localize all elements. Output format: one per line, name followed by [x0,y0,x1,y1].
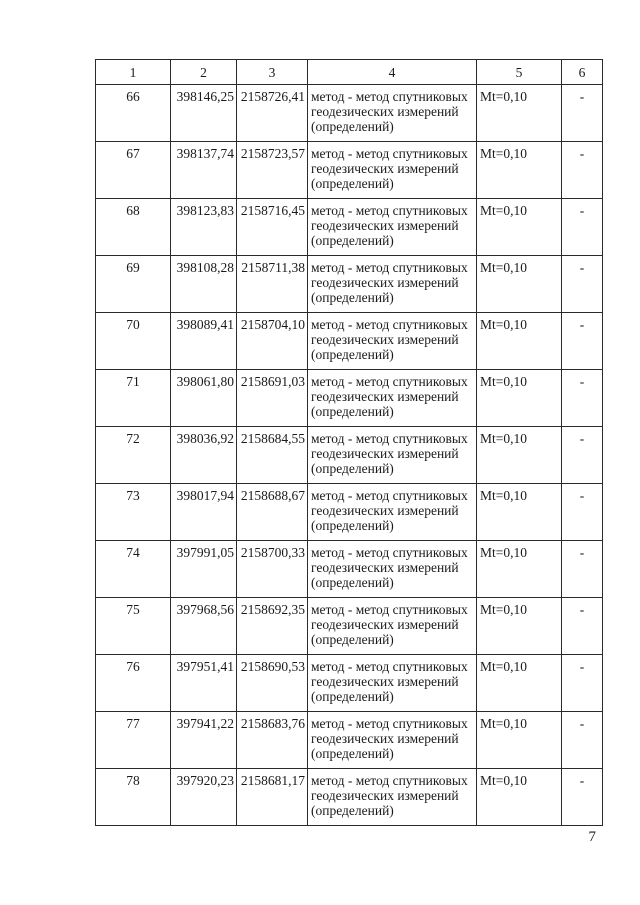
y-coordinate-cell: 2158684,55 [237,427,308,484]
header-col-4: 4 [308,60,477,85]
y-coordinate-cell: 2158683,76 [237,712,308,769]
x-coordinate-cell: 398061,80 [171,370,237,427]
point-number-cell: 76 [96,655,171,712]
x-coordinate-cell: 397920,23 [171,769,237,826]
description-cell: - [562,712,603,769]
y-coordinate-cell: 2158711,38 [237,256,308,313]
point-number-cell: 78 [96,769,171,826]
point-number-cell: 66 [96,85,171,142]
method-cell: метод - метод спутниковых геодезических измерений (определений) [308,199,477,256]
description-cell: - [562,769,603,826]
table-row [96,769,603,826]
method-cell: метод - метод спутниковых геодезических измерений (определений) [308,769,477,826]
x-coordinate-cell: 398089,41 [171,313,237,370]
header-col-3: 3 [237,60,308,85]
table-row [96,313,603,370]
table-row [96,142,603,199]
accuracy-cell: Mt=0,10 [477,313,562,370]
accuracy-cell: Mt=0,10 [477,427,562,484]
accuracy-cell: Mt=0,10 [477,484,562,541]
method-cell: метод - метод спутниковых геодезических измерений (определений) [308,598,477,655]
header-col-6: 6 [562,60,603,85]
x-coordinate-cell: 398017,94 [171,484,237,541]
x-coordinate-cell: 398108,28 [171,256,237,313]
method-cell: метод - метод спутниковых геодезических измерений (определений) [308,484,477,541]
table-row [96,85,603,142]
table-header-row [96,60,603,85]
description-cell: - [562,484,603,541]
x-coordinate-cell: 398036,92 [171,427,237,484]
accuracy-cell: Mt=0,10 [477,712,562,769]
accuracy-cell: Mt=0,10 [477,769,562,826]
method-cell: метод - метод спутниковых геодезических измерений (определений) [308,712,477,769]
x-coordinate-cell: 397951,41 [171,655,237,712]
accuracy-cell: Mt=0,10 [477,142,562,199]
table-row [96,712,603,769]
point-number-cell: 70 [96,313,171,370]
point-number-cell: 74 [96,541,171,598]
y-coordinate-cell: 2158690,53 [237,655,308,712]
description-cell: - [562,256,603,313]
y-coordinate-cell: 2158691,03 [237,370,308,427]
accuracy-cell: Mt=0,10 [477,256,562,313]
table-row [96,484,603,541]
description-cell: - [562,199,603,256]
description-cell: - [562,142,603,199]
table-row [96,370,603,427]
description-cell: - [562,427,603,484]
table-row [96,256,603,313]
accuracy-cell: Mt=0,10 [477,370,562,427]
y-coordinate-cell: 2158700,33 [237,541,308,598]
y-coordinate-cell: 2158688,67 [237,484,308,541]
point-number-cell: 73 [96,484,171,541]
description-cell: - [562,313,603,370]
description-cell: - [562,370,603,427]
header-col-5: 5 [477,60,562,85]
x-coordinate-cell: 398146,25 [171,85,237,142]
method-cell: метод - метод спутниковых геодезических измерений (определений) [308,256,477,313]
header-col-2: 2 [171,60,237,85]
method-cell: метод - метод спутниковых геодезических измерений (определений) [308,541,477,598]
accuracy-cell: Mt=0,10 [477,85,562,142]
accuracy-cell: Mt=0,10 [477,199,562,256]
y-coordinate-cell: 2158723,57 [237,142,308,199]
table-row [96,541,603,598]
point-number-cell: 69 [96,256,171,313]
point-number-cell: 68 [96,199,171,256]
table-row [96,598,603,655]
method-cell: метод - метод спутниковых геодезических измерений (определений) [308,427,477,484]
point-number-cell: 75 [96,598,171,655]
x-coordinate-cell: 397941,22 [171,712,237,769]
description-cell: - [562,85,603,142]
method-cell: метод - метод спутниковых геодезических измерений (определений) [308,85,477,142]
accuracy-cell: Mt=0,10 [477,655,562,712]
x-coordinate-cell: 397991,05 [171,541,237,598]
description-cell: - [562,598,603,655]
table-body [96,85,603,826]
method-cell: метод - метод спутниковых геодезических измерений (определений) [308,655,477,712]
y-coordinate-cell: 2158681,17 [237,769,308,826]
y-coordinate-cell: 2158704,10 [237,313,308,370]
x-coordinate-cell: 397968,56 [171,598,237,655]
method-cell: метод - метод спутниковых геодезических измерений (определений) [308,313,477,370]
coordinates-table [95,59,603,826]
x-coordinate-cell: 398123,83 [171,199,237,256]
table-row [96,199,603,256]
point-number-cell: 77 [96,712,171,769]
point-number-cell: 71 [96,370,171,427]
accuracy-cell: Mt=0,10 [477,541,562,598]
y-coordinate-cell: 2158692,35 [237,598,308,655]
x-coordinate-cell: 398137,74 [171,142,237,199]
description-cell: - [562,655,603,712]
header-col-1: 1 [96,60,171,85]
point-number-cell: 67 [96,142,171,199]
accuracy-cell: Mt=0,10 [477,598,562,655]
y-coordinate-cell: 2158716,45 [237,199,308,256]
table-row [96,427,603,484]
table-row [96,655,603,712]
method-cell: метод - метод спутниковых геодезических измерений (определений) [308,142,477,199]
page-number: 7 [588,829,596,845]
description-cell: - [562,541,603,598]
method-cell: метод - метод спутниковых геодезических измерений (определений) [308,370,477,427]
point-number-cell: 72 [96,427,171,484]
y-coordinate-cell: 2158726,41 [237,85,308,142]
